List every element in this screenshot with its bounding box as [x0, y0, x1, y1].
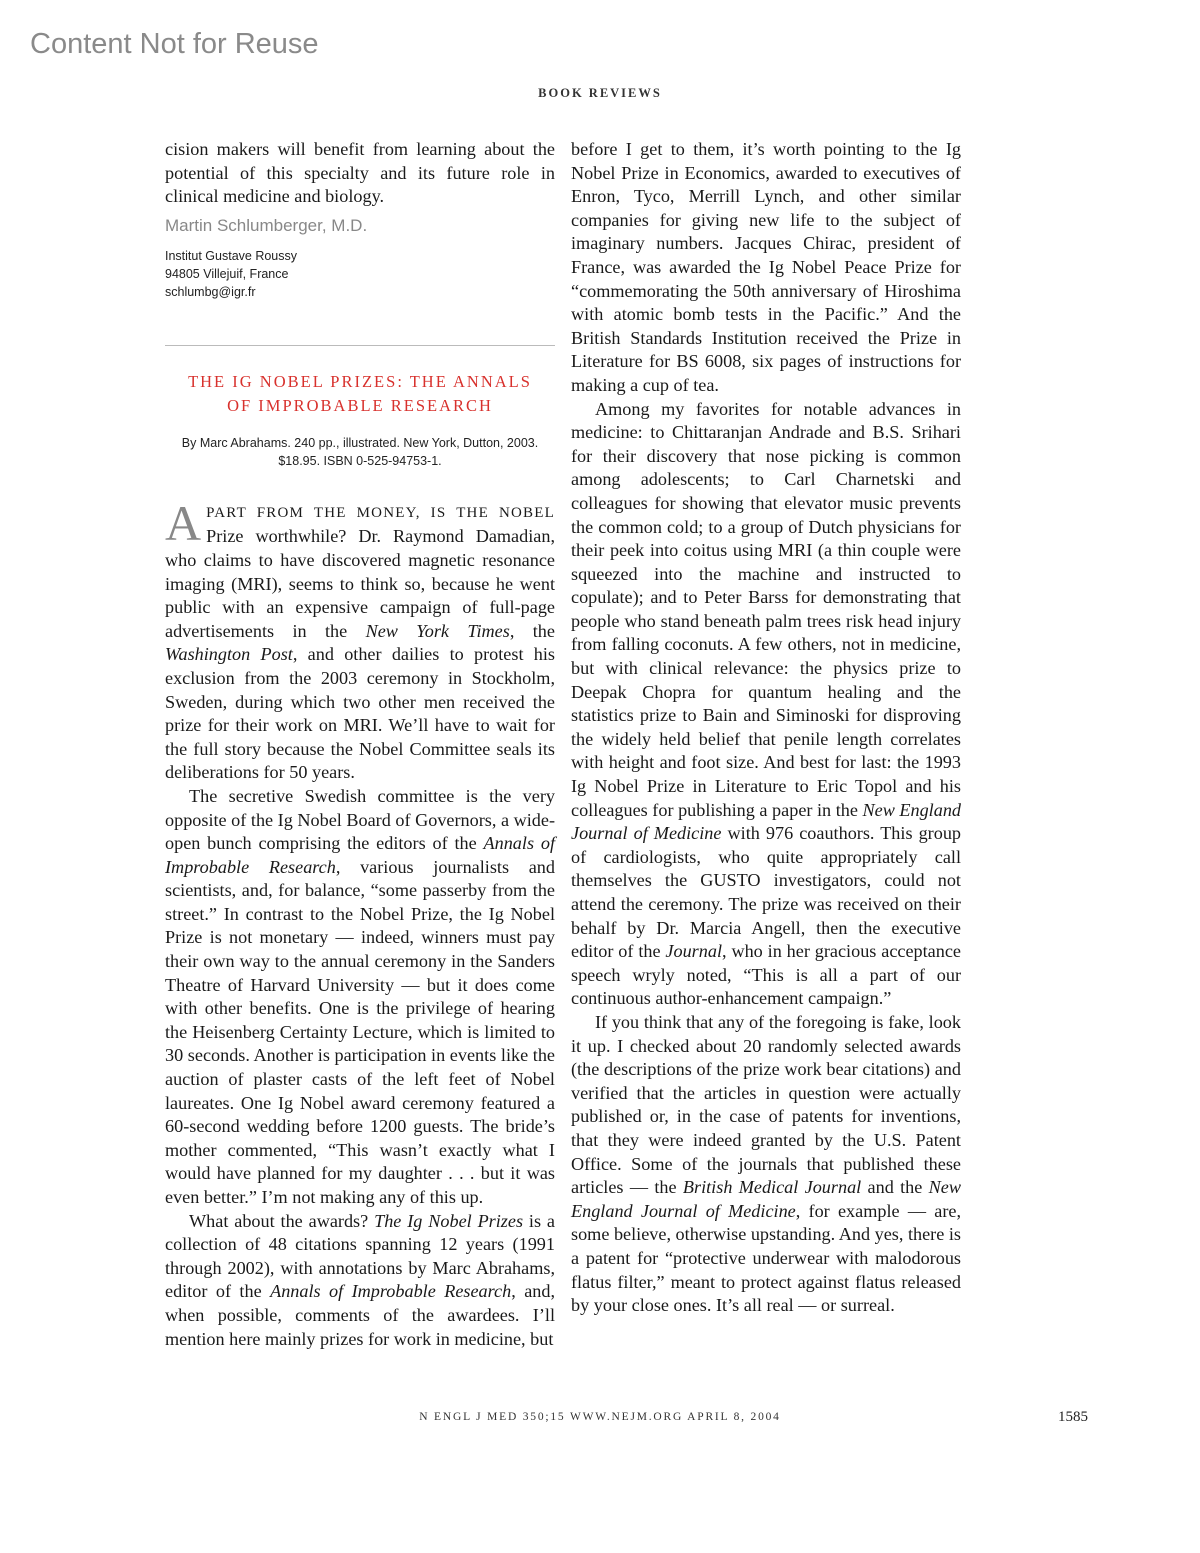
- italic-title: The Ig Nobel Prizes: [374, 1210, 524, 1231]
- affiliation-line: Institut Gustave Roussy: [165, 248, 298, 263]
- text-run: , and, when possible, comments of the awardees. I’ll mention here mainly prizes for work in medicine, but: [165, 1281, 555, 1349]
- paragraph: [571, 398, 961, 1011]
- left-column: [165, 138, 555, 1351]
- italic-title: New England Journal of Medicine: [571, 1177, 962, 1221]
- review-title-line: OF IMPROBABLE RESEARCH: [227, 395, 493, 415]
- italic-title: New England Journal of Medicine: [571, 799, 962, 844]
- author-email[interactable]: schlumbg@igr.fr: [165, 284, 256, 299]
- paragraph: [571, 1011, 961, 1318]
- book-byline: [165, 434, 555, 470]
- review-title-line: THE IG NOBEL PRIZES: THE ANNALS: [188, 371, 532, 391]
- running-head: BOOK REVIEWS: [538, 86, 662, 100]
- previous-review-affiliation: [165, 247, 555, 301]
- text-run: Prize worthwhile? Dr. Raymond Damadian, who claims to have discovered magnetic resonance imaging (MRI), seems to think so, because he went public with an expensive campaign of full-page advertisements in the: [165, 526, 555, 641]
- byline-line: By Marc Abrahams. 240 pp., illustrated. New York, Dutton, 2003.: [181, 435, 539, 450]
- text-run: If you think that any of the foregoing is fake, look it up. I checked about 20 randomly selected awards (the descriptions of the prize work bear citations) and verified that the articles in question were actually published or, in the case of patents for inventions, that they were indeed granted by the U.S. Patent Office. Some of the journals that published these articles — the: [571, 1011, 961, 1198]
- text-run: , and other dailies to protest his exclusion from the 2003 ceremony in Stockholm, Sweden, during which two other men received the prize for their work on MRI. We’ll have to wait for the full story because the Nobel Committee seals its deliberations for 50 years.: [165, 644, 556, 783]
- text-run: Among my favorites for notable advances in medicine: to Chittaranjan Andrade and B.S. Srihari for their discovery that nose picking is common among adolescents; to Carl Charnetski and colleagues for showing that elevator music prevents the common cold; to a group of Dutch physicians for their peek into coitus using MRI (a thin couple were squeezed into the machine and instructed to copulate); and to Peter Barss for demonstrating that people who stand beneath palm trees risk head injury from falling coconuts. A few others, not in medicine, but with clinical relevance: the physics prize to Deepak Chopra for quantum healing and the statistics prize to Bain and Siminoski for disproving the widely held belief that penile length correlates with height and foot size. And best for last: the 1993 Ig Nobel Prize in Literature to Eric Topol and his colleagues for publishing a paper in the: [571, 398, 961, 820]
- italic-title: Washington Post: [165, 644, 293, 665]
- italic-title: New York Times: [365, 620, 510, 641]
- affiliation-line: 94805 Villejuif, France: [165, 266, 289, 281]
- italic-title: Annals of Improbable Research: [270, 1281, 512, 1302]
- italic-title: Annals of Improbable Research: [165, 833, 555, 877]
- text-run: , various journalists and scientists, and, for balance, “some passerby from the street.” In contrast to the Nobel Prize, the Ig Nobel Prize is not monetary — indeed, winners must pay their own way to the annual ceremony in the Sanders Theatre of Harvard University — but it does come with other benefits. One is the privilege of hearing the Heisenberg Certainty Lecture, which is limited to 30 seconds. Another is participation in events like the auction of plaster casts of the left feet of Nobel laureates. One Ig Nobel award ceremony featured a 60-second wedding before 1200 guests. The bride’s mother commented, “This wasn’t exactly what I would have planned for my daughter . . . but it was even better.” I’m not making any of this up.: [165, 856, 555, 1207]
- journal-citation-footer: N ENGL J MED 350;15 WWW.NEJM.ORG APRIL 8, 2004: [419, 1411, 781, 1423]
- text-run: , for example — are, some believe, otherwise upstanding. And yes, there is a patent for “protective underwear with malodorous flatus filter,” meant to protect against flatus released by your close ones. It’s all real — or surreal.: [571, 1200, 961, 1316]
- byline-line: $18.95. ISBN 0-525-94753-1.: [278, 453, 442, 468]
- text-run: What about the awards?: [189, 1210, 375, 1231]
- text-run: with 976 coauthors. This group of cardiologists, who quite appropriately call themselves the GUSTO investigators, could not attend the ceremony. The prize was received on their behalf by Dr. Marcia Angell, then the executive editor of the: [571, 823, 962, 962]
- paragraph: [165, 1210, 555, 1352]
- text-run: , the: [509, 620, 555, 641]
- text-run: and the: [861, 1177, 929, 1198]
- drop-cap: A: [165, 494, 202, 551]
- text-run: is a collection of 48 citations spanning 12 years (1991 through 2002), with annotations by Marc Abrahams, editor of the: [165, 1210, 555, 1302]
- review-title: [165, 370, 555, 418]
- right-column: [571, 138, 961, 1318]
- paragraph: [165, 785, 555, 1210]
- italic-title: Journal: [665, 941, 723, 962]
- italic-title: British Medical Journal: [682, 1177, 862, 1198]
- previous-review-author: Martin Schlumberger, M.D.: [165, 215, 368, 235]
- text-run: , who in her gracious acceptance speech wryly noted, “This is all a part of our continuous author-enhancement campaign.”: [571, 941, 961, 1009]
- paragraph: [165, 494, 556, 785]
- text-run: The secretive Swedish committee is the very opposite of the Ig Nobel Board of Governors, a wide-open bunch comprising the editors of the: [165, 785, 555, 854]
- page-number: 1585: [1058, 1409, 1088, 1425]
- opening-smallcaps: PART FROM THE MONEY, IS THE NOBEL: [206, 504, 555, 521]
- section-divider: [165, 345, 555, 346]
- previous-review-tail: cision makers will benefit from learning about the potential of this specialty and its future role in clinical medicine and biology.: [165, 139, 555, 207]
- paragraph: before I get to them, it’s worth pointing to the Ig Nobel Prize in Economics, awarded to executives of Enron, Tyco, Merrill Lynch, and other similar companies for giving new life to the subject of imaginary numbers. Jacques Chirac, president of France, was awarded the Ig Nobel Peace Prize for “commemorating the 50th anniversary of Hiroshima with atomic bomb tests in the Pacific.” And the British Standards Institution received the Prize in Literature for BS 6008, six pages of instructions for making a cup of tea.: [571, 139, 961, 395]
- watermark: Content Not for Reuse: [30, 28, 319, 60]
